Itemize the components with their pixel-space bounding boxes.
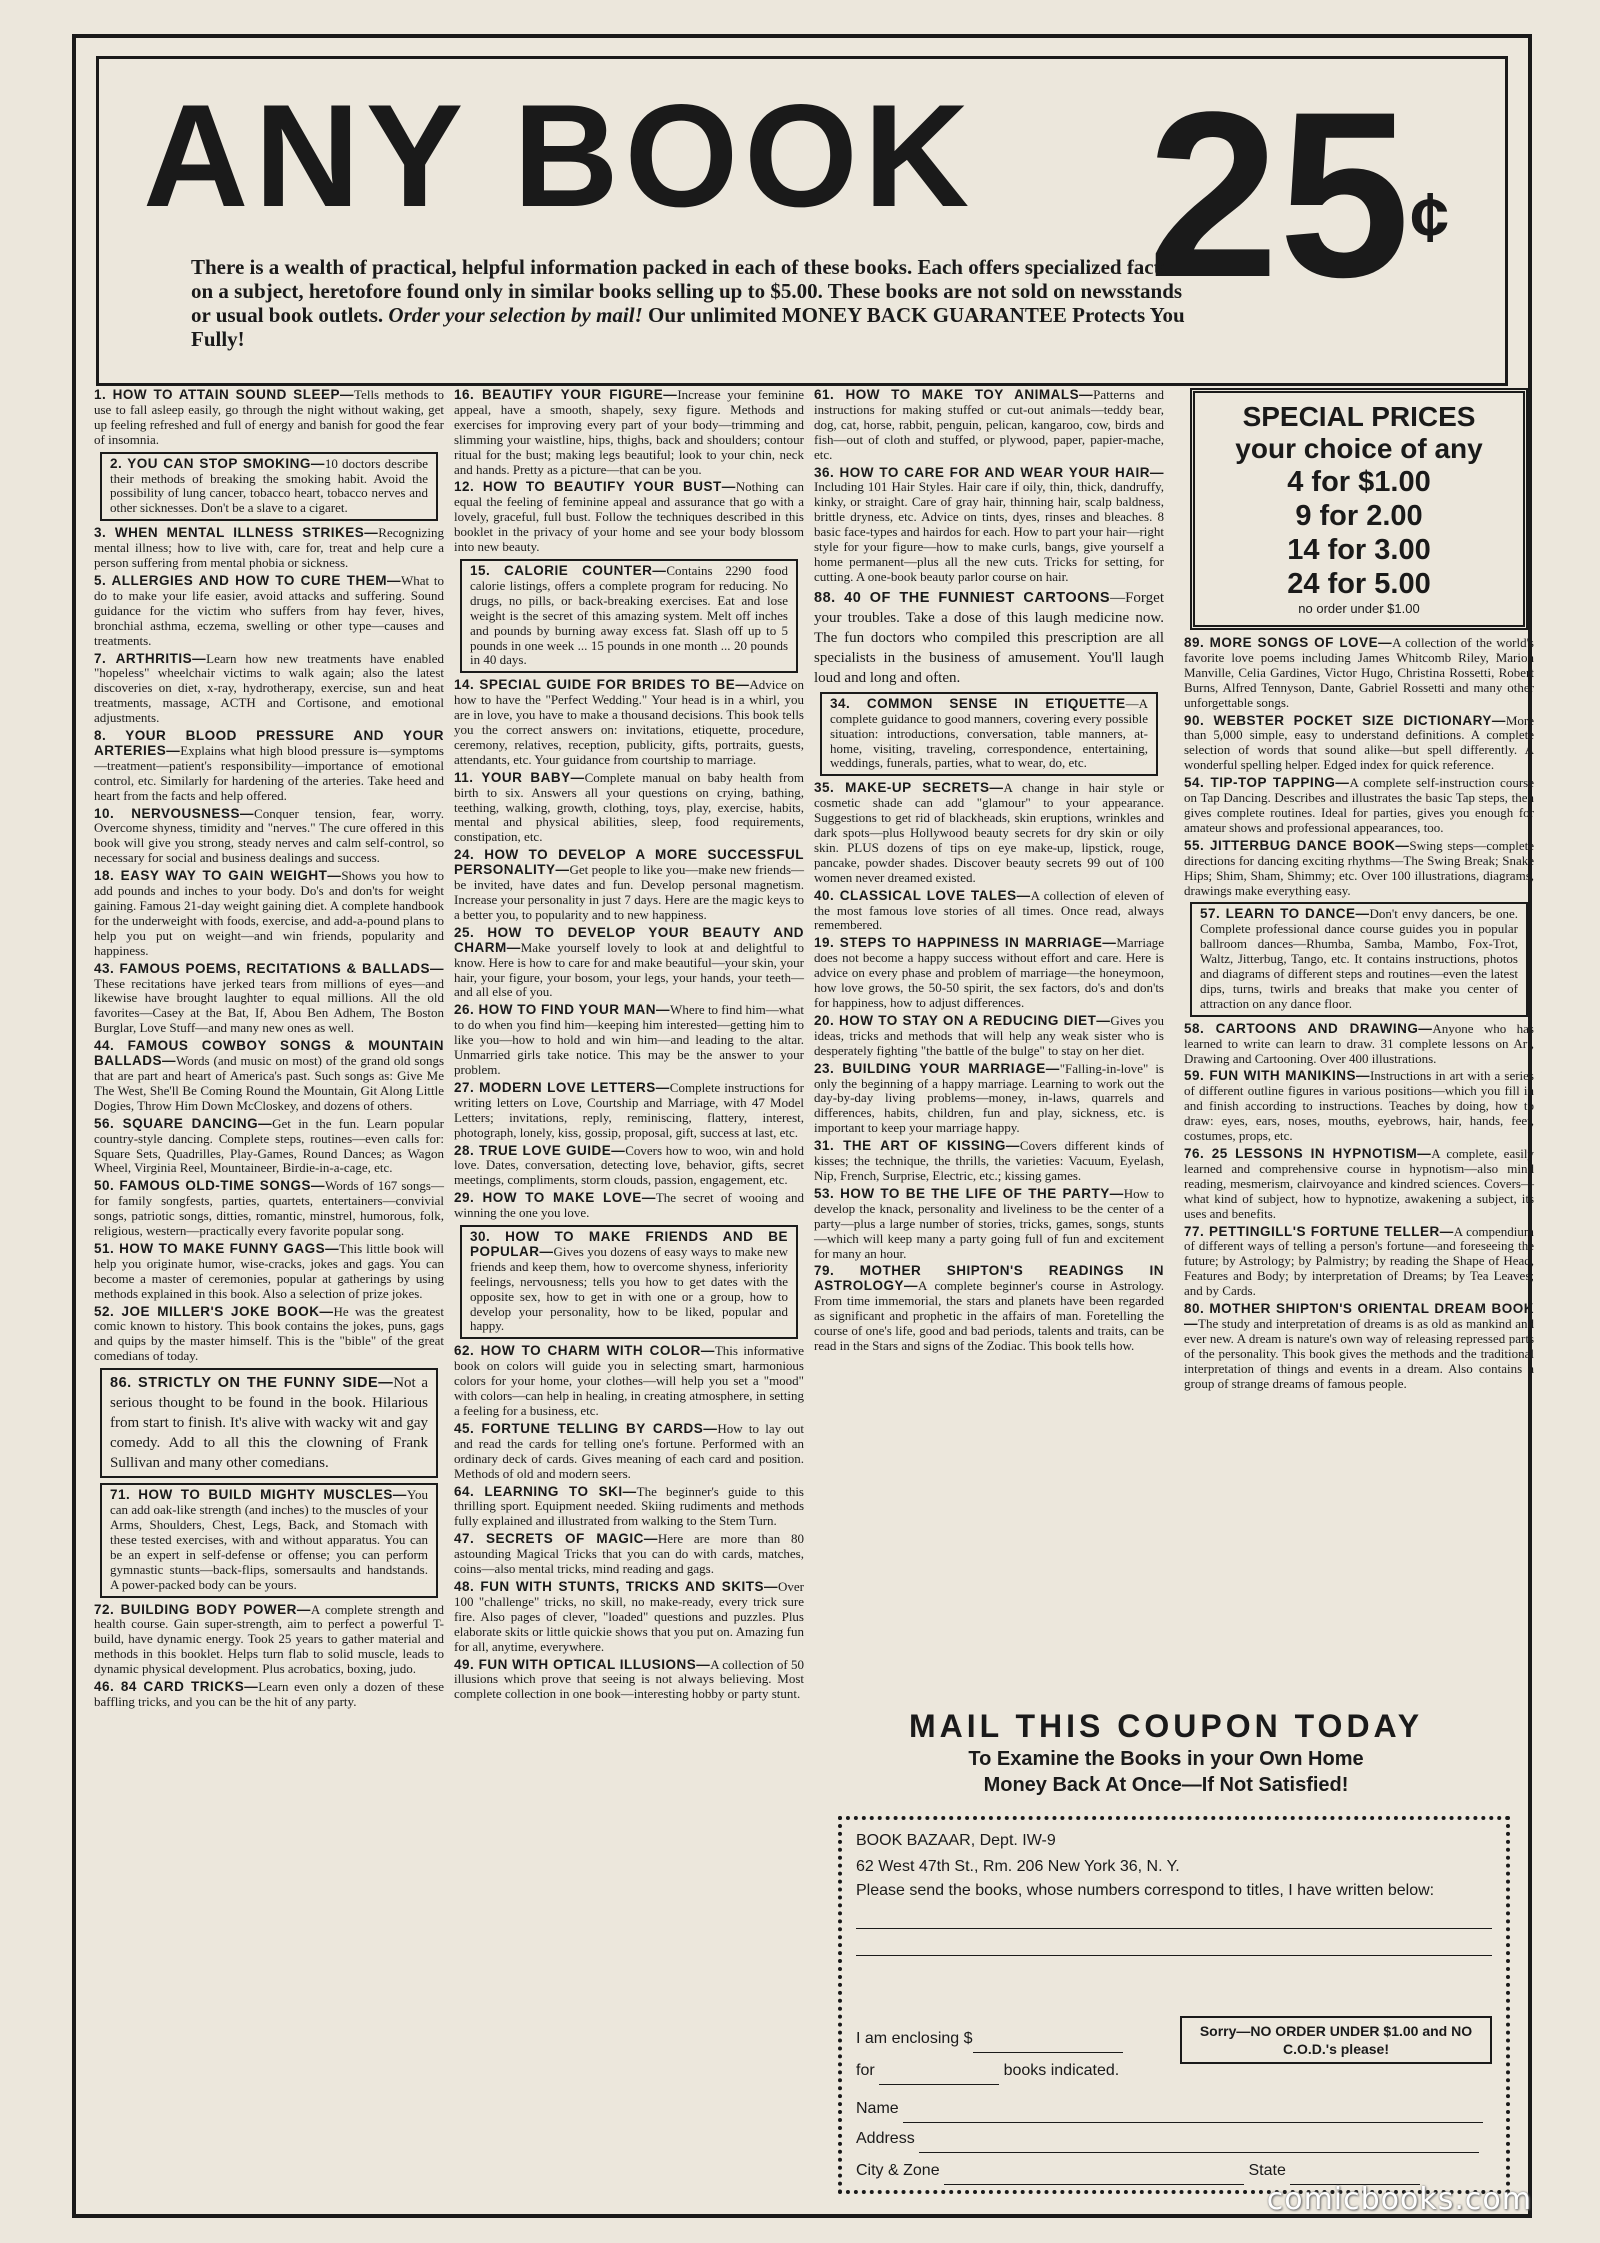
book-listing	[460, 559, 798, 673]
book-listing	[1190, 902, 1528, 1016]
form-instructions: Please send the books, whose numbers correspond to titles, I have written below:	[856, 1882, 1435, 1899]
book-description: A collection of the world's favorite love poems including James Whitcomb Riley, Marion Manville, Celia Gardines, Victor Hugo, Christina Rossetti, Robert Burns, Alfred Tennyson, Dante, Gabriel Rossetti and many other unforgettable songs.	[1184, 635, 1534, 710]
book-numbers-line[interactable]	[856, 1933, 1492, 1956]
book-description: This little book will help you originate humor, wise-cracks, jokes and gags. You can become a master of ceremonies, popular at gatherings by using methods explained in this book. Also a selection of prize jokes.	[94, 1240, 444, 1301]
book-description: How to lay out and read the cards for telling one's fortune. Performed with an ordinary deck of cards. Gives meaning of each card and position. Methods of old and modern seers.	[454, 1420, 804, 1481]
book-description: Gives you ideas, tricks and methods that will help any weak sister who is desperately fighting "the battle of the bulge" to stay on her diet.	[814, 1012, 1164, 1058]
book-title: 34. COMMON SENSE IN ETIQUETTE	[830, 695, 1126, 711]
book-title: 25. HOW TO DEVELOP YOUR BEAUTY AND CHARM—	[454, 924, 804, 955]
book-listing	[1184, 1069, 1534, 1144]
book-listing	[454, 678, 804, 767]
enclosing-row	[856, 2026, 1123, 2053]
book-description: A complete strength and health course. Gain super-strength, aim to perfect a powerful T-build, have dynamic energy. Took 25 years to gather material and methods in this booklet. Helps turn flab to solid muscle, leads to dynamic physical development. Plus acrobatics, boxing, judo.	[94, 1601, 444, 1677]
book-description: Patterns and instructions for making stuffed or cut-out animals—teddy bear, dog, cat, horse, rabbit, penguin, pelican, kangaroo, cow, birds and fish—out of cloth and stuffed, or plywood, paper, papier-mache, etc.	[814, 387, 1165, 462]
book-listing	[94, 869, 444, 958]
address-line-1: BOOK BAZAAR, Dept. IW-9	[856, 1832, 1056, 1849]
book-description: Covers different kinds of kisses; the technique, the thrills, the varieties: Vacuum, Eyelash, Nip, French, Surprise, Electric, etc.; kissing games.	[814, 1138, 1164, 1183]
book-description: This informative book on colors will guide you in selecting smart, harmonious colors for your home, your clothes—will help you set a "mood" with colors—can help in healing, in creating atmosphere, in setting a feeling for a business, etc.	[454, 1343, 804, 1418]
book-listing	[94, 652, 444, 727]
book-title: 36. HOW TO CARE FOR AND WEAR YOUR HAIR—	[814, 464, 1164, 480]
intro-part-3: Our unlimited MONEY BACK GUARANTEE Protects You Fully!	[191, 303, 1185, 351]
book-listing	[94, 1242, 444, 1302]
address-line-2: 62 West 47th St., Rm. 206 New York 36, N. Y.	[856, 1858, 1180, 1875]
book-listing	[100, 1368, 438, 1478]
book-listing	[100, 1483, 438, 1597]
book-title: 88. 40 OF THE FUNNIEST CARTOONS	[814, 589, 1111, 606]
book-title: 51. HOW TO MAKE FUNNY GAGS—	[94, 1240, 340, 1256]
book-title: 31. THE ART OF KISSING—	[814, 1138, 1020, 1154]
book-listing	[100, 452, 438, 522]
price	[1147, 63, 1449, 327]
book-title: 52. JOE MILLER'S JOKE BOOK—	[94, 1303, 334, 1319]
book-listing	[814, 936, 1164, 1011]
book-title: 19. STEPS TO HAPPINESS IN MARRIAGE—	[814, 935, 1117, 951]
state-field[interactable]	[1290, 2158, 1420, 2185]
book-listing	[454, 1081, 804, 1141]
book-listing	[454, 1658, 804, 1703]
book-description: What to do to make your life easier, avoid attacks and suffering. Sound guidance for the victim who suffers from hay fever, hives, bronchial asthma, eczema, swelling or other type—causes and treatments.	[94, 572, 444, 648]
book-listing	[454, 771, 804, 846]
intro-part-1: There is a wealth of practical, helpful information packed in each of these books. Each offers specialized facts on a subject, heretofore found only in similar books selling up to $5.00. These books are not sold on newsstands or usual book outlets.	[191, 255, 1183, 327]
book-description: —Forget your troubles. Take a dose of this laugh medicine now. The fun doctors who compiled this prescription are all specialists in the business of amusement. You'll laugh loud and long and often.	[814, 589, 1164, 686]
minimum-order-note: no order under $1.00	[1298, 601, 1420, 616]
book-listing	[454, 1422, 804, 1482]
book-description: Increase your feminine appeal, have a smooth, shapely, sexy figure. Methods and exercises for improving every part of your body—trimming and slimming your waistline, hips, thighs, back and shoulders; contour ritual for the bust; making legs beautiful; look to your chin, neck and hands. Pretty as a picture—that can be you.	[454, 387, 804, 477]
book-listing	[454, 1344, 804, 1419]
book-description: —A complete guidance to good manners, covering every possible situation: introductions, conversation, table manners, at-home, visiting, traveling, correspondence, entertaining, weddings, funerals, parties, what to wear, do, etc.	[830, 695, 1148, 771]
book-title: 48. FUN WITH STUNTS, TRICKS AND SKITS—	[454, 1578, 778, 1594]
ad-page	[72, 34, 1535, 2218]
book-listing	[94, 807, 444, 867]
book-listing	[814, 588, 1164, 688]
book-title: 16. BEAUTIFY YOUR FIGURE—	[454, 387, 678, 402]
coupon-subtitle-2: Money Back At Once—If Not Satisfied!	[983, 1774, 1349, 1796]
headline: ANY BOOK	[143, 74, 976, 237]
book-listing	[814, 1264, 1164, 1353]
books-indicated-label: books indicated.	[1003, 2062, 1120, 2079]
book-title: 64. LEARNING TO SKI—	[454, 1483, 637, 1499]
book-title: 23. BUILDING YOUR MARRIAGE—	[814, 1060, 1060, 1076]
for-row	[856, 2058, 1119, 2085]
book-numbers-line[interactable]	[856, 1906, 1492, 1929]
book-title: 76. 25 LESSONS IN HYPNOTISM—	[1184, 1146, 1432, 1161]
book-description: Make yourself lovely to look at and delightful to know. Here is how to care for and make beautiful—your skin, your hair, your figure, your bosom, your legs, your hands, your teeth—and all else of you.	[454, 939, 804, 1000]
book-description: Shows you how to add pounds and inches to your body. Do's and don'ts for weight gaining. Famous 21-day weight gaining diet. A complete handbook for the underweight with foods, exercise, and add-a-pound plans to help you put on weight—and win friends, popularity and happiness.	[94, 868, 444, 958]
book-description: Anyone who has learned to write can learn to draw. 31 complete lessons on Art, Drawing and Cartooning. Over 400 illustrations.	[1184, 1020, 1534, 1066]
special-title: SPECIAL PRICES	[1242, 401, 1476, 432]
book-description: A collection of eleven of the most famous love stories of all times. Once read, always remembered.	[814, 887, 1164, 933]
book-listing	[94, 1603, 444, 1678]
book-listing	[814, 889, 1164, 934]
book-title: 57. LEARN TO DANCE—	[1200, 906, 1370, 922]
book-title: 79. MOTHER SHIPTON'S READINGS IN ASTROLOGY—	[814, 1263, 1164, 1294]
book-listing	[814, 1014, 1164, 1059]
book-title: 80. MOTHER SHIPTON'S ORIENTAL DREAM BOOK—	[1184, 1301, 1534, 1331]
book-title: 61. HOW TO MAKE TOY ANIMALS—	[814, 387, 1094, 402]
book-title: 44. FAMOUS COWBOY SONGS & MOUNTAIN BALLADS—	[94, 1038, 444, 1069]
book-listing	[94, 526, 444, 571]
book-title: 40. CLASSICAL LOVE TALES—	[814, 887, 1031, 903]
book-listing	[820, 692, 1158, 777]
book-description: Don't envy dancers, be one. Complete professional dance course guides you in popular ballroom dances—Rhumba, Samba, Mambo, Fox-Trot, Waltz, Jitterbug, Tango, etc. It contains instructions, photos and diagrams of different steps and routines—even the latest dips, turns, twirls and breaks that make you center of attraction on any dance floor.	[1200, 906, 1518, 1011]
book-listing	[1184, 636, 1534, 711]
book-listing	[814, 1139, 1164, 1184]
book-title: 20. HOW TO STAY ON A REDUCING DIET—	[814, 1012, 1111, 1028]
book-title: 62. HOW TO CHARM WITH COLOR—	[454, 1343, 715, 1359]
book-description: These recitations have jerked tears from millions of eyes—and likewise have brought laughter to equal millions. All the old favorites—Casey at the Bat, If, Abou Ben Adhem, The Boston Burglar, Love Stuff—and many new ones as well.	[94, 975, 444, 1036]
book-description: A compendium of different ways of telling a person's fortune—and foreseeing the future; by Astrology; by Palmistry; by reading the Shape of Head, Features and Body; by interpretation of Dreams; by Tea Leaves; and by Cards.	[1184, 1223, 1534, 1299]
book-listing	[1184, 1302, 1534, 1391]
book-title: 35. MAKE-UP SECRETS—	[814, 780, 1004, 796]
book-description: Get in the fun. Learn popular country-style dancing. Complete steps, routines—even calls for: Square Sets, Quadrilles, Play-Games, Round Dances; as Wagon Wheel, Virginia Reel, Mountaineer, Birdie-in-a-cage, etc.	[94, 1115, 444, 1176]
book-listing	[94, 1680, 444, 1710]
book-description: Words of 167 songs—for family songfests, parties, quartets, entertainers—convivial songs, patriotic songs, ditties, romantic, minstrel, humorous, folk, religious, western—practically every favorite popular song.	[94, 1178, 444, 1239]
book-listing	[814, 1187, 1164, 1262]
book-listing	[454, 1003, 804, 1078]
book-description: Complete instructions for writing letters on Love, Courtship and Marriage, with 47 Model Letters; invitations, reply, reminiscing, flattery, interest, photograph, lonely, kiss, gossip, proposal, gift, success at last, etc.	[454, 1079, 804, 1140]
header-box	[96, 56, 1508, 386]
book-description: Conquer tension, fear, worry. Overcome shyness, timidity and "nerves." The cure offered in this book will give you strong, steady nerves and calm self-control, so necessary for social and business dealings and success.	[94, 805, 444, 866]
price-tier: 9 for 2.00	[1295, 500, 1423, 532]
book-title: 56. SQUARE DANCING—	[94, 1115, 273, 1131]
book-title: 3. WHEN MENTAL ILLNESS STRIKES—	[94, 525, 379, 541]
column-4	[1184, 388, 1534, 1395]
book-title: 45. FORTUNE TELLING BY CARDS—	[454, 1420, 718, 1436]
book-listing	[814, 466, 1164, 585]
book-title: 29. HOW TO MAKE LOVE—	[454, 1190, 656, 1206]
book-description: A complete, easily learned and comprehensive course in hypnotism—also mind reading, mesmerism, clairvoyance and kindred sciences. Covers—what kind of subject, how to hypnotize, awakening a subject, its uses and benefits.	[1184, 1146, 1535, 1221]
book-description: A complete self-instruction course on Tap Dancing. Describes and illustrates the basic Tap steps, then gives complete routines. Ideal for parties, gives you enough for amateur shows and professional appearances, too.	[1184, 775, 1534, 835]
intro-part-2: Order your selection by mail!	[388, 303, 643, 327]
book-listing	[94, 729, 444, 804]
order-form	[838, 1816, 1510, 2194]
book-listing	[814, 1062, 1164, 1137]
book-title: 59. FUN WITH MANIKINS—	[1184, 1068, 1370, 1084]
price-value: 25	[1147, 63, 1411, 327]
book-description: Learn how new treatments have enabled "hopeless" wheelchair victims to walk again; also the latest discoveries on diet, x-ray, hydrotherapy, exercise, sun and heat treatments, massage, ACTH and Cortisone, and emotional adjustments.	[94, 650, 444, 726]
book-title: 8. YOUR BLOOD PRESSURE AND YOUR ARTERIES—	[94, 728, 444, 758]
special-subtitle: your choice of any	[1235, 433, 1483, 464]
coupon-title: MAIL THIS COUPON TODAY	[908, 1708, 1424, 1744]
book-description: A complete beginner's course in Astrology. From time immemorial, the stars and planets have been regarded as significant and prophetic in the affairs of man. Foretelling the course of one's life, good and bad periods, talents and traits, can be read in the Stars and signs of the Zodiac. This book tells how.	[814, 1278, 1164, 1353]
book-description: Over 100 "challenge" tricks, no skill, no make-ready, every trick sure fire. Also pages of clever, "loaded" questions and puzzles. Plus elaborate skits or little quickie shows that you put on. Amazing fun for all, anytime, everywhere.	[454, 1578, 804, 1654]
book-description: The beginner's guide to this thrilling sport. Equipment needed. Skiing rudiments and methods fully explained and illustrated from walking to the Stem Turn.	[454, 1483, 804, 1529]
book-description: Marriage does not become a happy success without effort and care. Here is advice on every phase and problem of marriage—the honeymoon, how love grows, the 50-50 spirit, the sex factors, do's and don'ts for happiness, how to adjust differences.	[814, 935, 1164, 1010]
book-description: Complete manual on baby health from birth to six. Answers all your questions on crying, bathing, teething, walking, growth, clothing, toys, play, exercise, habits, mental and physical abilities, sleep, food requirements, constipation, etc.	[454, 769, 804, 845]
book-listing	[1184, 1147, 1534, 1222]
book-description: Get people to like you—make new friends—be invited, have dates and fun. Develop personal magnetism. Increase your personality in just 7 days. Here are the magic keys to a better you, to popularity and to new happiness.	[454, 862, 804, 922]
book-listing	[94, 1039, 444, 1114]
book-description: Swing steps—complete directions for dancing exciting rhythms—The Swing Break; Snake Hips; Shim, Sham, Shimmy; etc. Over 100 illustrations, diagrams, drawings make everything easy.	[1184, 837, 1534, 898]
book-description: Explains what high blood pressure is—symptoms—treatment—patient's responsibility—importance of emotional control, etc. Similarly for hardening of the arteries. Take heed and heart from the facts and help offered.	[94, 742, 444, 803]
book-listing	[94, 1305, 444, 1365]
intro-text	[191, 255, 1191, 351]
city-row	[856, 2158, 1492, 2185]
address-row	[856, 2126, 1492, 2153]
book-description: Including 101 Hair Styles. Hair care if oily, thin, thick, dandruffy, kinky, or straight. Care of gray hair, thinning hair, scalp baldness, brittle dryness, etc. Advice on tints, dyes, rinses and bleaches. 8 basic face-types and hairdos for each. How to part your hair—right style for your figure—how to make curls, bangs, give yourself a home permanent—plus all the new cuts. Tricks for setting, for cutting. A one-book beauty parlor course on hair.	[814, 479, 1164, 584]
book-title: 10. NERVOUSNESS—	[94, 805, 255, 821]
book-description: Where to find him—what to do when you find him—keeping him interested—getting him to like you—how to hold and win him—and leading to the altar. Unmarried girls take notice. This may be the answer to your problem.	[454, 1002, 804, 1077]
book-description: Recognizing mental illness; how to live with, care for, treat and help cure a person suffering from mental phobia or sickness.	[94, 525, 444, 571]
address-label: Address	[856, 2130, 915, 2147]
book-title: 50. FAMOUS OLD-TIME SONGS—	[94, 1178, 325, 1194]
book-description: A collection of 50 illusions which prove that seeing is not always believing. Most complete collection in one book—interesting hobby or party stunt.	[454, 1656, 804, 1702]
book-listing	[94, 1117, 444, 1177]
book-description: A change in hair style or cosmetic shade can add "glamour" to your appearance. Suggestions to get rid of blackheads, skin eruptions, wrinkles and dark spots—plus Hollywood beauty secrets for dry skin or oily skin. PLUS dozens of tips on eye make-up, lipstick, rouge, pancake, powder shades. Discover beauty secrets 99 out of 100 women never dreamed existed.	[814, 780, 1164, 885]
book-title: 43. FAMOUS POEMS, RECITATIONS & BALLADS—	[94, 960, 444, 976]
book-description: How to develop the knack, personality and liveliness to be the center of a party—plus a large number of stories, tricks, games, songs, stunts—which will keep many a party going full of fun and excitement for many an hour.	[814, 1185, 1164, 1261]
book-title: 7. ARTHRITIS—	[94, 650, 207, 666]
book-title: 27. MODERN LOVE LETTERS—	[454, 1079, 670, 1095]
book-description: Covers how to woo, win and hold love. Dates, conversation, detecting love, behavior, gifts, secret meetings, compliments, storm clouds, passion, engagement, etc.	[454, 1142, 804, 1188]
column-3	[814, 388, 1164, 1357]
book-listing	[454, 1144, 804, 1189]
column-1	[94, 388, 444, 1713]
book-title: 12. HOW TO BEAUTIFY YOUR BUST—	[454, 479, 736, 495]
book-description: Words (and music on most) of the grand old songs that are part and heart of America's past. Such songs as: Give Me The West, She'll Be Coming Round the Mountain, Git Along Little Dogies, Throw Him Down McCloskey, and dozens of others.	[94, 1053, 444, 1113]
book-title: 49. FUN WITH OPTICAL ILLUSIONS—	[454, 1656, 711, 1672]
book-description: Instructions in art with a series of different outline figures in various positions—which you fill in and finish according to instructions. Teaches by doing, how to draw: eyes, ears, noses, mouths, eyebrows, hair, hands, feet, costumes, props, etc.	[1184, 1068, 1534, 1144]
book-title: 2. YOU CAN STOP SMOKING—	[110, 455, 325, 471]
book-listing	[1184, 776, 1534, 836]
book-listing	[454, 926, 804, 1001]
book-title: 90. WEBSTER POCKET SIZE DICTIONARY—	[1184, 712, 1506, 728]
book-title: 24. HOW TO DEVELOP A MORE SUCCESSFUL PERSONALITY—	[454, 847, 804, 878]
book-listing	[94, 574, 444, 649]
book-listing	[94, 1179, 444, 1239]
book-description: Nothing can equal the feeling of feminine appeal and assurance that go with a lovely, graceful, full bust. Follow the techniques described in this booklet in the privacy of your home and see your body blossom into new beauty.	[454, 479, 805, 555]
special-prices-box	[1190, 388, 1528, 630]
column-2	[454, 388, 804, 1705]
book-title: 5. ALLERGIES AND HOW TO CURE THEM—	[94, 572, 401, 588]
book-description: Here are more than 80 astounding Magical Tricks that you can do with cards, matches, coins—also mental tricks, mind reading and gags.	[454, 1531, 804, 1577]
book-title: 28. TRUE LOVE GUIDE—	[454, 1142, 626, 1158]
book-title: 58. CARTOONS AND DRAWING—	[1184, 1020, 1433, 1036]
book-title: 71. HOW TO BUILD MIGHTY MUSCLES—	[110, 1487, 407, 1503]
book-title: 14. SPECIAL GUIDE FOR BRIDES TO BE—	[454, 677, 750, 693]
book-title: 1. HOW TO ATTAIN SOUND SLEEP—	[94, 387, 355, 402]
book-listing	[454, 480, 804, 555]
book-listing	[454, 848, 804, 923]
book-description: Learn even only a dozen of these baffling tricks, and you can be the hit of any party.	[94, 1679, 444, 1709]
price-tier: 14 for 3.00	[1287, 534, 1431, 566]
book-description: Advice on how to have the "Perfect Wedding." Your head is in a whirl, you are in love, you have to make a thousand decisions. This book tells you the correct answers on: invitations, etiquette, procedure, ceremony, relatives, reception, publicity, gifts, portraits, guests, attendants, etc. Your guidance from courtship to marriage.	[454, 677, 804, 767]
book-title: 46. 84 CARD TRICKS—	[94, 1679, 259, 1695]
name-row	[856, 2096, 1492, 2123]
book-description: The secret of wooing and winning the one you love.	[454, 1190, 804, 1221]
book-title: 47. SECRETS OF MAGIC—	[454, 1531, 658, 1547]
book-description: More than 5,000 simple, easy to understand definitions. A complete selection of words that sound alike—but spell differently. A wonderful spelling helper. Edged index for quick reference.	[1184, 712, 1534, 773]
book-listing	[1184, 714, 1534, 774]
book-listing	[814, 388, 1164, 463]
city-field[interactable]	[944, 2158, 1244, 2185]
no-cod-notice: Sorry—NO ORDER UNDER $1.00 and NO C.O.D.'s please!	[1180, 2016, 1492, 2064]
book-listing	[814, 781, 1164, 885]
book-title: 55. JITTERBUG DANCE BOOK—	[1184, 837, 1410, 853]
book-title: 53. HOW TO BE THE LIFE OF THE PARTY—	[814, 1185, 1124, 1201]
book-description: Tells methods to use to fall asleep easily, go through the night without waking, get up feeling refreshed and full of energy and banish for good the fear of insomnia.	[94, 387, 444, 447]
watermark: comicbooks.com	[1266, 2182, 1532, 2217]
book-listing	[1184, 839, 1534, 899]
book-title: 18. EASY WAY TO GAIN WEIGHT—	[94, 868, 342, 884]
name-label: Name	[856, 2100, 899, 2117]
book-description: Gives you dozens of easy ways to make new friends and keep them, how to overcome shyness, inferiority feelings, nervousness; tells you how to get dates with the opposite sex, how to get in with one or a group, how to develop your personality, how to be liked, popular and happy.	[470, 1243, 788, 1334]
book-listing	[1184, 1225, 1534, 1300]
book-listing	[460, 1225, 798, 1339]
amount-field[interactable]	[973, 2026, 1123, 2053]
book-title: 54. TIP-TOP TAPPING—	[1184, 775, 1350, 791]
book-description: You can add oak-like strength (and inches) to the muscles of your Arms, Shoulders, Chest, Legs, Back, and Stomach with these tested exercises, with and without apparatus. You can be an expert in self-defense or offense; you can perform gymnastic stunts—back-flips, somersaults and handstands. A power-packed body can be yours.	[110, 1487, 428, 1592]
city-label: City & Zone	[856, 2162, 940, 2179]
book-title: 26. HOW TO FIND YOUR MAN—	[454, 1002, 671, 1018]
book-title: 89. MORE SONGS OF LOVE—	[1184, 635, 1393, 650]
book-description: "Falling-in-love" is only the beginning of a happy marriage. Learning to work out the day-by-day living problems—money, in-laws, quarrels and differences, habits, children, fun and play, sickness, etc. is important to keep your marriage happy.	[814, 1060, 1164, 1136]
book-title: 72. BUILDING BODY POWER—	[94, 1601, 311, 1617]
name-field[interactable]	[903, 2096, 1483, 2123]
book-title: 15. CALORIE COUNTER—	[470, 562, 667, 578]
price-tier: 24 for 5.00	[1287, 568, 1431, 600]
cent-symbol: ¢	[1410, 178, 1449, 256]
book-count-field[interactable]	[879, 2058, 999, 2085]
book-listing	[94, 962, 444, 1037]
book-title: 30. HOW TO MAKE FRIENDS AND BE POPULAR—	[470, 1229, 788, 1259]
book-listing	[454, 1191, 804, 1221]
for-label: for	[856, 2062, 875, 2079]
order-coupon	[812, 1706, 1520, 2206]
book-listing	[454, 1532, 804, 1577]
book-description: He was the greatest comic known to history. This book contains the jokes, puns, gags and quips by the master himself. This is the "bible" of the great comedians of today.	[94, 1303, 444, 1364]
book-description: Not a serious thought to be found in the book. Hilarious from start to finish. It's alive with wacky wit and gay comedy. Add to all this the clowning of Frank Sullivan and many other comedians.	[110, 1375, 428, 1472]
book-title: 77. PETTINGILL'S FORTUNE TELLER—	[1184, 1223, 1454, 1239]
coupon-subtitle-1: To Examine the Books in your Own Home	[968, 1748, 1364, 1770]
book-description: 10 doctors describe their methods of breaking the smoking habit. Avoid the possibility of lung cancer, tobacco heart, tobacco nerves and other sicknesses. Don't be a slave to a cigaret.	[110, 455, 428, 516]
book-listing	[454, 1485, 804, 1530]
address-field[interactable]	[919, 2126, 1479, 2153]
state-label: State	[1248, 2162, 1286, 2179]
book-title: 86. STRICTLY ON THE FUNNY SIDE—	[110, 1375, 394, 1392]
book-listing	[94, 388, 444, 448]
book-listing	[1184, 1022, 1534, 1067]
book-description: The study and interpretation of dreams is as old as mankind and ever new. A dream is nature's own way of releasing repressed parts of the personality. This book gives the methods and the traditional interpretation of things and events in a dream. Also contains a group of strange dreams of famous people.	[1184, 1315, 1534, 1391]
book-title: 11. YOUR BABY—	[454, 769, 585, 785]
price-tier: 4 for $1.00	[1287, 466, 1431, 498]
book-description: Contains 2290 food calorie listings, offers a complete program for reducing. No drugs, no pills, or back-breaking exercises. Eat and lose weight is the secret of this amazing system. Melt off inches and pounds by burning away excess fat. Slash off up to 5 pounds in one week ... 15 pounds in one month ... 20 pounds in 40 days.	[470, 562, 788, 668]
book-listing	[454, 1580, 804, 1655]
enclosing-label: I am enclosing $	[856, 2030, 973, 2047]
book-listing	[454, 388, 804, 477]
